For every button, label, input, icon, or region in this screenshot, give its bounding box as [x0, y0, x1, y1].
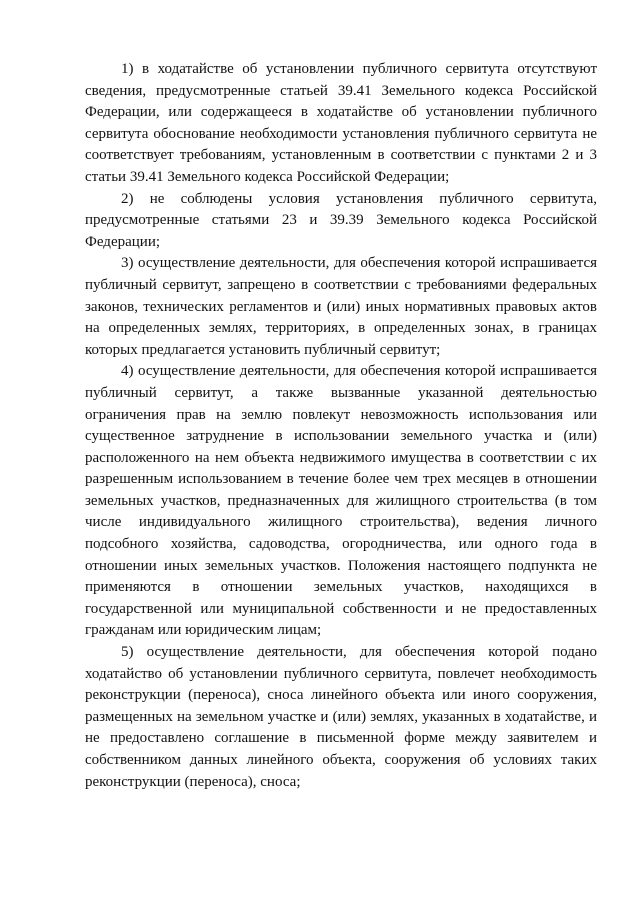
paragraph-item-2: 2) не соблюдены условия установления публичного сервитута, предусмотренные статьями 23 и 39.39 Земельного кодекса Российской Федерации; [85, 190, 597, 250]
document-body [85, 59, 597, 793]
paragraph-item-5: 5) осуществление деятельности, для обеспечения которой подано ходатайство об установлении публичного сервитута, повлечет необходимость реконструкции (переноса), сноса линейного объекта или иного сооружения, размещенных на земельном участке и (или) землях, указанных в ходатайстве, и не предоставлено соглашение в письменной форме между заявителем и собственником данных линейного объекта, сооружения об условиях таких реконструкции (переноса), сноса; [85, 644, 597, 790]
paragraph-item-1: 1) в ходатайстве об установлении публичного сервитута отсутствуют сведения, предусмотренные статьей 39.41 Земельного кодекса Российской Федерации, или содержащееся в ходатайстве об установлении публичного сервитута обоснование необходимости установления публичного сервитута не соответствует требованиям, установленным в соответствии с пунктами 2 и 3 статьи 39.41 Земельного кодекса Российской Федерации; [85, 61, 597, 185]
paragraph-item-4: 4) осуществление деятельности, для обеспечения которой испрашивается публичный сервитут, а также вызванные указанной деятельностью ограничения прав на землю повлекут невозможность использования или существенное затруднение в использовании земельного участка и (или) расположенного на нем объекта недвижимого имущества в соответствии с их разрешенным использованием в течение более чем трех месяцев в отношении земельных участков, предназначенных для жилищного строительства (в том числе индивидуального жилищного строительства), ведения личного подсобного хозяйства, садоводства, огородничества, или одного года в отношении иных земельных участков. Положения настоящего подпункта не применяются в отношении земельных участков, находящихся в государственной или муниципальной собственности и не предоставленных гражданам или юридическим лицам; [85, 363, 597, 639]
paragraph-item-3: 3) осуществление деятельности, для обеспечения которой испрашивается публичный сервитут, запрещено в соответствии с требованиями федеральных законов, технических регламентов и (или) иных нормативных правовых актов на определенных землях, территориях, в определенных зонах, в границах которых предлагается установить публичный сервитут; [85, 255, 597, 358]
